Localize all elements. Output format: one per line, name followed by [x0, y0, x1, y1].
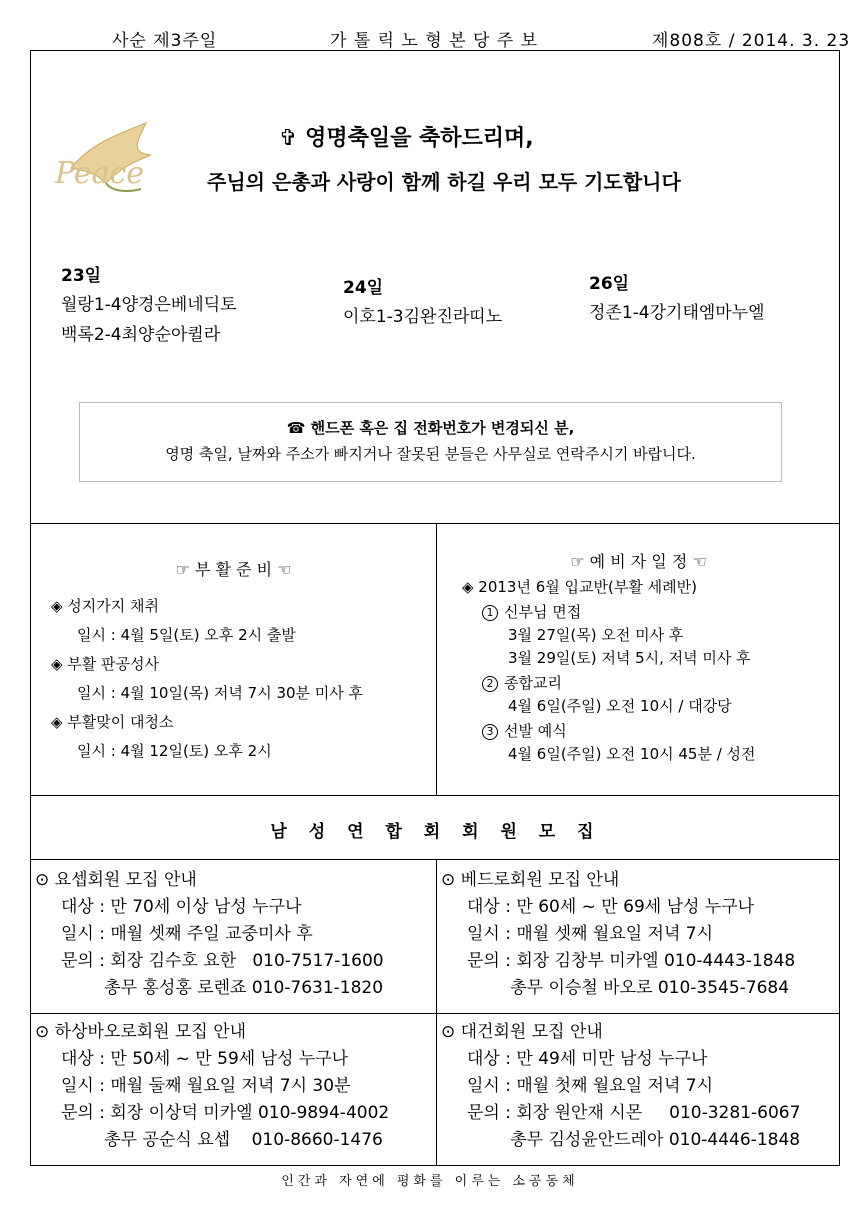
group-line: 문의 : 회장 이상덕 미카엘 010-9894-4002 [61, 1103, 390, 1123]
easter-item-detail: 일시 : 4월 10일(목) 저녁 7시 30분 미사 후 [77, 684, 364, 702]
group-title: ⊙ 하상바오로회원 모집 안내 [35, 1022, 247, 1042]
feast-day-24 [343, 273, 502, 332]
step-number: 3 [482, 724, 498, 740]
easter-prep-section [31, 523, 436, 766]
feast-day-date: 24일 [343, 278, 384, 298]
group-line: 문의 : 회장 원안재 시몬 010-3281-6067 [467, 1103, 801, 1123]
group-title: ⊙ 베드로회원 모집 안내 [441, 870, 620, 890]
feast-day-name: 정존1-4강기태엠마누엘 [589, 303, 765, 323]
group-line: 대상 : 만 60세 ~ 만 69세 남성 누구나 [467, 897, 755, 917]
step-detail: 4월 6일(주일) 오전 10시 45분 / 성전 [508, 745, 756, 763]
group-joseph [35, 867, 384, 1002]
step-number: 2 [482, 676, 498, 692]
group-line: 대상 : 만 50세 ~ 만 59세 남성 누구나 [61, 1049, 349, 1069]
peace-logo-text: Peace [55, 156, 145, 191]
contact-notice-box [79, 402, 782, 482]
group-line: 일시 : 매월 셋째 월요일 저녁 7시 [467, 924, 714, 944]
group-line: 일시 : 매월 셋째 주일 교중미사 후 [61, 924, 313, 944]
feast-subtitle: 주님의 은총과 사랑이 함께 하길 우리 모두 기도합니다 [207, 170, 681, 194]
feast-title: ✞ 영명축일을 축하드리며, [279, 126, 534, 151]
group-peter [441, 867, 795, 1002]
easter-item-name: ◈ 부활맞이 대청소 [51, 713, 174, 731]
notice-line-2: 영명 축일, 날짜와 주소가 빠지거나 잘못된 분들은 사무실로 연락주시기 바랍니다. [165, 445, 696, 463]
group-line: 총무 홍성홍 로렌죠 010-7631-1820 [61, 978, 384, 998]
group-line: 총무 이승철 바오로 010-3545-7684 [467, 978, 790, 998]
feast-day-name: 이호1-3김완진라띠노 [343, 307, 503, 327]
catechumen-section [436, 523, 841, 766]
notice-line-1: ☎ 핸드폰 혹은 집 전화번호가 변경되신 분, [286, 419, 575, 437]
footer-motto: 인간과 자연에 평화를 이루는 소공동체 [281, 1174, 579, 1189]
group-line: 일시 : 매월 첫째 월요일 저녁 7시 [467, 1076, 714, 1096]
peace-dove-logo [51, 113, 181, 203]
feast-day-26 [589, 269, 765, 328]
group-line: 일시 : 매월 둘째 월요일 저녁 7시 30분 [61, 1076, 351, 1096]
easter-item-name: ◈ 부활 판공성사 [51, 655, 160, 673]
group-line: 문의 : 회장 김창부 미카엘 010-4443-1848 [467, 951, 796, 971]
group-line: 대상 : 만 49세 미만 남성 누구나 [467, 1049, 708, 1069]
group-line: 문의 : 회장 김수호 요한 010-7517-1600 [61, 951, 384, 971]
divider [31, 795, 839, 796]
step-number: 1 [482, 605, 498, 621]
step-name: 선발 예식 [504, 722, 567, 740]
catechumen-title: ☞ 예 비 자 일 정 ☜ [570, 552, 707, 571]
group-title: ⊙ 요셉회원 모집 안내 [35, 870, 197, 890]
group-title: ⊙ 대건회원 모집 안내 [441, 1022, 603, 1042]
feast-day-date: 26일 [589, 274, 630, 294]
catechumen-main: ◈ 2013년 6월 입교반(부활 세례반) [462, 578, 697, 596]
column-divider [436, 859, 437, 1165]
feast-day-name: 월랑1-4양경은베네딕토 [61, 295, 237, 315]
group-line: 대상 : 만 70세 이상 남성 누구나 [61, 897, 302, 917]
bulletin-title: 가 톨 릭 노 형 본 당 주 보 [330, 31, 539, 51]
group-daegun [441, 1019, 800, 1154]
mens-association-title: 남 성 연 합 회 회 원 모 집 [270, 822, 602, 842]
feast-day-23 [61, 261, 237, 350]
divider [31, 859, 839, 860]
step-name: 종합교리 [504, 674, 562, 692]
issue-number: 제808호 / 2014. 3. 23 [652, 31, 851, 51]
step-name: 신부님 면접 [504, 603, 582, 621]
step-detail: 3월 29일(토) 저녁 5시, 저녁 미사 후 [508, 649, 751, 667]
easter-item-name: ◈ 성지가지 채취 [51, 597, 160, 615]
bulletin-frame [30, 50, 840, 1166]
group-line: 총무 공순식 요셉 010-8660-1476 [61, 1130, 383, 1150]
group-line: 총무 김성윤안드레아 010-4446-1848 [467, 1130, 801, 1150]
group-hasang-paul [35, 1019, 389, 1154]
feast-day-name: 백록2-4최양순아퀼라 [61, 325, 221, 345]
step-detail: 4월 6일(주일) 오전 10시 / 대강당 [508, 697, 732, 715]
step-detail: 3월 27일(목) 오전 미사 후 [508, 626, 684, 644]
bulletin-week: 사순 제3주일 [112, 31, 218, 51]
easter-item-detail: 일시 : 4월 12일(토) 오후 2시 [77, 742, 272, 760]
easter-item-detail: 일시 : 4월 5일(토) 오후 2시 출발 [77, 626, 296, 644]
feast-day-date: 23일 [61, 266, 102, 286]
easter-prep-title: ☞ 부 활 준 비 ☜ [175, 560, 292, 579]
divider [31, 1013, 839, 1014]
